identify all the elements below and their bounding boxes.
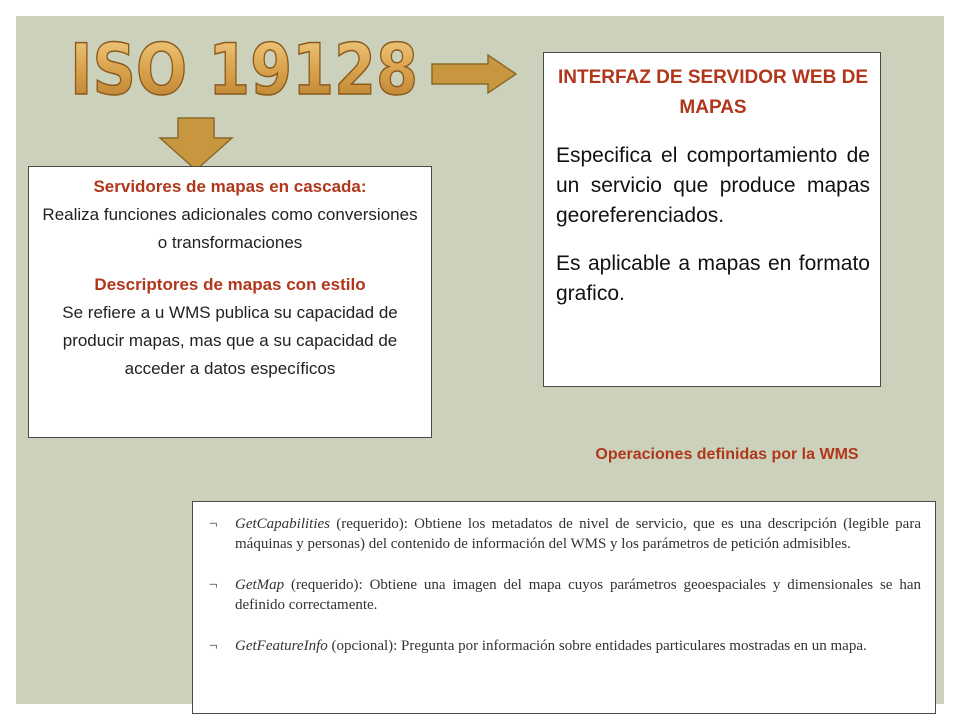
operation-description: (requerido): Obtiene una imagen del mapa cuyos parámetros geoespaciales y dimensionales se han definido correctamente.: [235, 577, 921, 613]
operation-item: [209, 575, 921, 615]
operation-name: GetMap: [235, 577, 285, 593]
operation-name: GetFeatureInfo: [235, 638, 328, 654]
cascade-description: Realiza funciones adicionales como conversiones o transformaciones: [42, 205, 418, 252]
operation-description: (requerido): Obtiene los metadatos de nivel de servicio, que es una descripción (legible para máquinas y personas) del contenido de información del WMS y los parámetros de petición admisibles.: [235, 516, 921, 552]
wms-interface-para1: Especifica el comportamiento de un servicio que produce mapas georeferenciados.: [556, 144, 870, 227]
operation-description: (opcional): Pregunta por información sobre entidades particulares mostradas en un mapa.: [327, 638, 867, 654]
bullet-icon: ¬: [209, 577, 218, 593]
operation-name: GetCapabilities: [235, 516, 330, 532]
operation-item: [209, 514, 921, 554]
styled-descriptors-heading: Descriptores de mapas con estilo: [94, 275, 366, 294]
slide-title: [66, 28, 426, 111]
wms-interface-box: [543, 52, 881, 387]
wms-interface-heading: INTERFAZ DE SERVIDOR WEB DE MAPAS: [557, 67, 868, 118]
wms-interface-para2: Es aplicable a mapas en formato grafico.: [556, 252, 870, 305]
cascade-servers-box: [28, 166, 432, 438]
arrow-right-icon: [430, 54, 518, 94]
arrow-down-icon: [156, 116, 236, 172]
bullet-icon: ¬: [209, 516, 218, 532]
slide: [16, 16, 944, 704]
styled-descriptors-description: Se refiere a u WMS publica su capacidad de producir mapas, mas que a su capacidad de acceder a datos específicos: [62, 303, 398, 378]
bullet-icon: ¬: [209, 638, 218, 654]
operations-heading: Operaciones definidas por la WMS: [595, 446, 859, 463]
operations-box: [192, 501, 936, 714]
operation-item: [209, 636, 921, 656]
cascade-heading: Servidores de mapas en cascada:: [93, 177, 367, 196]
title-text: ISO 19128: [70, 29, 418, 111]
